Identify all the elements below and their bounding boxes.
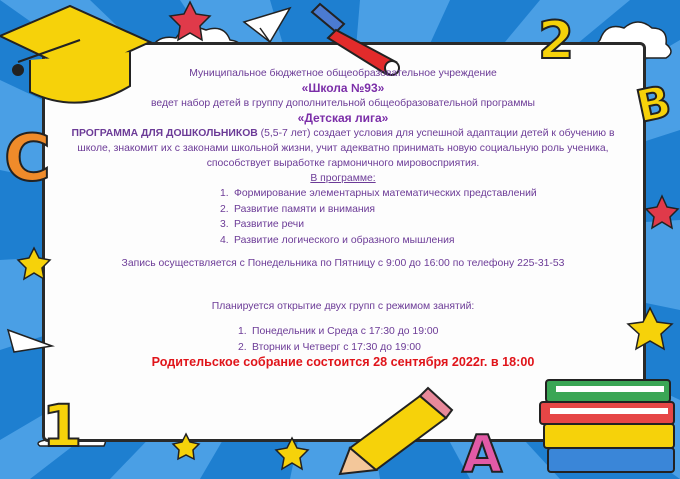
institution-text: Муниципальное бюджетное общеобразовательное учреждение (189, 68, 497, 79)
list-item: 4. Развитие логического и образного мышления (220, 234, 455, 246)
books-icon (540, 380, 674, 472)
letter-a-icon: А (462, 425, 503, 479)
list-item: 1. Понедельник и Среда с 17:30 до 19:00 (238, 326, 439, 337)
letter-c-icon: С (4, 122, 51, 196)
letter-v-icon: В (632, 76, 676, 134)
paper-plane-icon (8, 330, 52, 352)
letter-2-icon: 2 (538, 11, 575, 71)
list-item: 1. Формирование элементарных математических представлений (220, 188, 537, 199)
program-title: ПРОГРАММА ДЛЯ ДОШКОЛЬНИКОВ (71, 128, 258, 139)
list-item: 3. Развитие речи (220, 219, 304, 230)
paintbrush-icon (312, 4, 399, 75)
program-heading: В программе: (310, 173, 376, 184)
paper-plane-icon (244, 8, 290, 42)
meeting-announcement: Родительское собрание состоится 28 сентября 2022г. в 18:00 (151, 355, 535, 369)
pencil-icon (340, 388, 452, 474)
list-item: 2. Развитие памяти и внимания (220, 203, 376, 215)
program-description-text: (5,5-7 лет) создает условия для успешной адаптации детей к обучению в школе, знакомит их с законами школьной жизни, учит адекватно принимать новую социальную роль ученика, способствует выработке гармоничного мировосприятия. (77, 128, 615, 169)
program-name: «Детская лига» (297, 111, 389, 125)
list-item: 2. Вторник и Четверг с 17:30 до 19:00 (238, 341, 421, 353)
notice-content (60, 66, 626, 370)
groups-heading: Планируется открытие двух групп с режимом занятий: (211, 301, 475, 312)
school-name: «Школа №93» (301, 81, 385, 95)
letter-1-icon: 1 (42, 392, 83, 460)
groups-list (238, 324, 626, 355)
program-list (220, 186, 626, 248)
enrollment-text: Запись осуществляется с Понедельника по Пятницу с 9:00 до 16:00 по телефону 225-31-53 (121, 258, 565, 269)
intro-text: ведет набор детей в группу дополнительной общеобразовательной программы (151, 98, 535, 109)
program-description (60, 126, 626, 171)
